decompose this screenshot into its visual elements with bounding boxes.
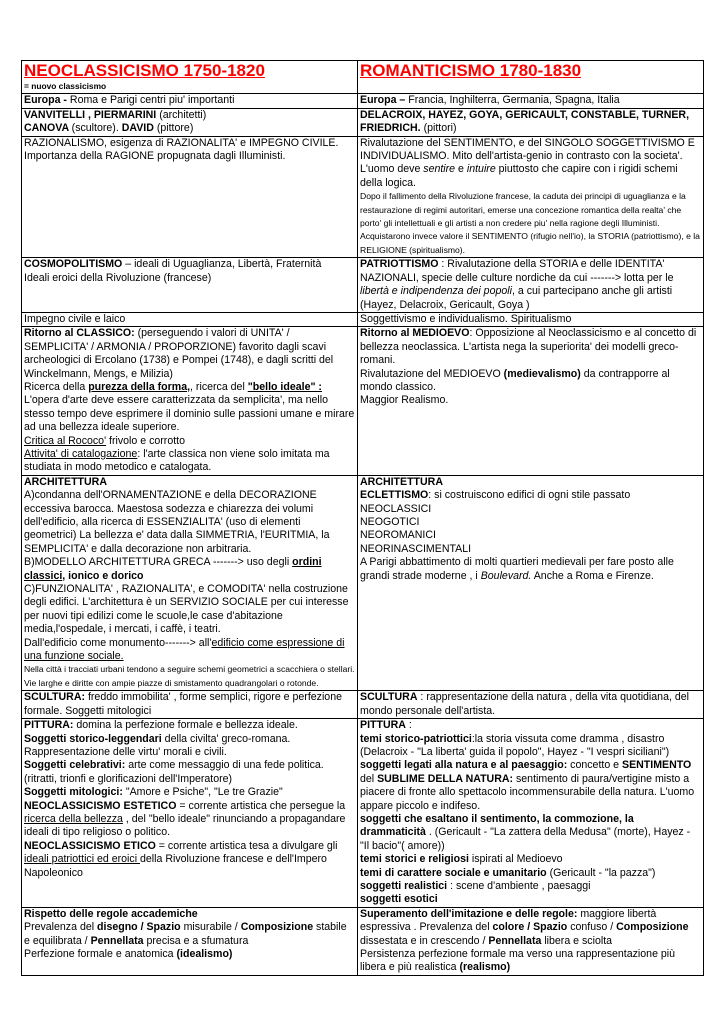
text-run: : bbox=[405, 719, 412, 732]
paragraph bbox=[360, 719, 701, 732]
text-run: : Opposizione al Neoclassicismo e al concetto di bellezza neoclassica. L'artista nega la superiorita' dei modelli greco-romani. bbox=[360, 327, 697, 367]
text-run: Persistenza perfezione formale ma verso una rappresentazione più libera e più realistica bbox=[360, 948, 676, 974]
paragraph bbox=[360, 489, 701, 502]
text-run: , ionico e dorico bbox=[62, 569, 144, 582]
text-run: Soggetti storico-leggendari bbox=[24, 732, 162, 745]
text-run: PITTURA: bbox=[24, 719, 74, 732]
text-run: (Gericault - "la pazza") bbox=[546, 866, 656, 879]
neoclassicismo-cell bbox=[22, 327, 358, 475]
text-run: temi di carattere sociale e umanitario bbox=[360, 866, 547, 879]
romanticismo-cell bbox=[358, 258, 704, 313]
paragraph bbox=[360, 190, 701, 257]
text-run: Europa - bbox=[24, 94, 70, 107]
romanticismo-cell bbox=[358, 907, 704, 975]
paragraph bbox=[24, 663, 355, 690]
text-run: NEOCLASSICISMO ESTETICO bbox=[24, 799, 177, 812]
text-run: Perfezione formale e anatomica bbox=[24, 948, 177, 960]
text-run: DELACROIX, HAYEZ, GOYA, GERICAULT, CONSTABLE, TURNER, FRIEDRICH. bbox=[360, 108, 690, 135]
text-run: intuire bbox=[466, 163, 496, 176]
comparison-table bbox=[21, 60, 704, 976]
text-run: Soggetti celebrativi: bbox=[24, 759, 126, 772]
table-row bbox=[22, 258, 704, 313]
table-row bbox=[22, 136, 704, 258]
text-run: (realismo) bbox=[459, 961, 511, 974]
paragraph bbox=[360, 503, 701, 516]
text-run: A Parigi abbattimento di molti quartieri medievali per fare posto alle grandi strade moderne , i bbox=[360, 556, 674, 582]
table-row bbox=[22, 719, 704, 908]
text-run: della Rivoluzione francese e dell'Impero Napoleonico bbox=[24, 853, 327, 879]
paragraph bbox=[360, 137, 701, 191]
text-run: disegno / Spazio bbox=[97, 921, 181, 934]
text-run: frivolo e corrotto bbox=[106, 434, 185, 447]
paragraph bbox=[360, 327, 701, 367]
text-run: Ideali eroici della Rivoluzione (francese) bbox=[24, 271, 212, 284]
text-run: C)FUNZIONALITA' , RAZIONALITA', e COMODITA' nella costruzione degli edifici. L'architettura è un SERVIZIO SOCIALE per cui interesse per nuovi tipi edilizi come le scuole,le case d'abitazione media,l'ospedale, i mercati, i caffè, i teatri. bbox=[24, 583, 349, 636]
paragraph bbox=[24, 786, 355, 799]
paragraph bbox=[360, 813, 701, 853]
romanticismo-cell bbox=[358, 475, 704, 691]
table-row bbox=[22, 691, 704, 719]
text-run: , a cui partecipano anche gli artisti (Hayez, Delacroix, Gericault, Goya ) bbox=[360, 285, 673, 311]
text-run: (medievalismo) bbox=[503, 367, 581, 380]
paragraph bbox=[360, 313, 701, 326]
text-run: L'opera d'arte deve essere caratterizzata da semplicita', ma nello stesso tempo deve esprimere il dominio sulle passioni umane e mirare ad una bellezza ideale superiore. bbox=[24, 394, 355, 434]
neoclassicismo-header-cell bbox=[22, 61, 358, 94]
text-run: :la storia vissuta come dramma , disastro (Delacroix - "La liberta' guida il popolo", Hayez - "I vespri siciliani") bbox=[360, 732, 670, 758]
paragraph bbox=[24, 489, 355, 556]
paragraph bbox=[360, 258, 701, 312]
text-run: precisa e a sfumatura bbox=[143, 934, 249, 947]
text-run: soggetti realistici bbox=[360, 879, 448, 892]
text-run: CANOVA bbox=[24, 122, 72, 135]
table-row bbox=[22, 94, 704, 108]
text-run: (pittore) bbox=[156, 122, 194, 135]
paragraph bbox=[24, 435, 355, 448]
text-run: "bello ideale" : bbox=[247, 380, 322, 393]
text-run: Critica al Rococo' bbox=[24, 434, 107, 447]
text-run: ispirati al Medioevo bbox=[468, 853, 563, 866]
text-run: : si costruiscono edifici di ogni stile passato bbox=[428, 489, 631, 502]
text-run: SUBLIME DELLA NATURA: bbox=[377, 772, 514, 785]
paragraph bbox=[360, 880, 701, 893]
text-run: misurabile / bbox=[180, 921, 241, 934]
neoclassicismo-cell bbox=[22, 907, 358, 975]
text-run: PITTURA bbox=[360, 719, 406, 732]
romanticismo-title: ROMANTICISMO 1780-1830 bbox=[360, 61, 582, 80]
paragraph bbox=[24, 908, 355, 921]
text-run: arte come messaggio di una fede politica. (ritratti, trionfi e glorificazioni dell'Imperatore) bbox=[24, 759, 324, 785]
text-run: (pittori) bbox=[423, 122, 457, 135]
paragraph bbox=[24, 921, 355, 948]
neoclassicismo-cell bbox=[22, 475, 358, 691]
text-run: VANVITELLI , PIERMARINI bbox=[24, 108, 160, 121]
text-run: : l'arte classica non viene solo imitata ma studiata in modo metodico e catalogata. bbox=[24, 447, 330, 474]
text-run: Superamento dell'imitazione e delle regole: bbox=[360, 907, 578, 920]
table-row bbox=[22, 475, 704, 691]
paragraph bbox=[360, 853, 701, 866]
text-run: Europa – bbox=[360, 94, 409, 107]
text-run: Nella città i tracciati urbani tendono a seguire schemi geometrici a scacchiera o stellari. Vie larghe e diritte con ampie piazze di smistamento quadrangolari o rotonde. bbox=[24, 664, 355, 688]
paragraph bbox=[24, 137, 355, 164]
romanticismo-cell bbox=[358, 136, 704, 258]
paragraph bbox=[24, 948, 355, 961]
paragraph bbox=[360, 759, 701, 813]
paragraph bbox=[360, 516, 701, 529]
text-run: Dopo il fallimento della Rivoluzione francese, la caduta dei principi di uguaglianza e la restaurazione di regimi autoritari, emerse una concezione romantica della realta' che porto' gli intellettuali e gli artisti a non credere piu' nella ragione degli Illuministi. Acquistarono invece valore il SENTIMENTO (rifugio nell'io), la STORIA (patriottismo), e la RELIGIONE (spiritualismo). bbox=[360, 191, 700, 255]
text-run: SENTIMENTO bbox=[622, 759, 692, 772]
paragraph bbox=[360, 691, 701, 718]
text-run: maggiore libertà espressiva . Prevalenza del bbox=[360, 907, 657, 934]
neoclassicismo-cell bbox=[22, 258, 358, 313]
text-run: ordini classici bbox=[24, 556, 322, 582]
paragraph bbox=[24, 637, 355, 664]
text-run: della civilta' greco-romana. Rappresentazione delle virtu' morali e civili. bbox=[24, 732, 291, 758]
text-run: RAZIONALISMO, esigenza di RAZIONALITA' e IMPEGNO CIVILE. Importanza della RAGIONE propugnata dagli Illuministi. bbox=[24, 136, 339, 163]
romanticismo-cell bbox=[358, 691, 704, 719]
text-run: Impegno civile e laico bbox=[24, 312, 126, 325]
header-row bbox=[22, 61, 704, 94]
paragraph bbox=[24, 719, 355, 732]
text-run: Ricerca della bbox=[24, 380, 89, 393]
paragraph bbox=[24, 759, 355, 786]
text-run: domina la perfezione formale e bellezza ideale. bbox=[73, 719, 298, 732]
text-run: ARCHITETTURA bbox=[24, 475, 107, 488]
text-run: ARCHITETTURA bbox=[360, 475, 443, 488]
text-run: Attivita' di catalogazione bbox=[24, 447, 138, 460]
text-run: SCULTURA: bbox=[24, 691, 86, 704]
neoclassicismo-cell bbox=[22, 719, 358, 908]
paragraph bbox=[24, 258, 355, 271]
neoclassicismo-cell bbox=[22, 691, 358, 719]
text-run: Composizione bbox=[240, 921, 314, 934]
text-run: Pennellata bbox=[90, 934, 144, 947]
text-run: ideali patriottici ed eroici bbox=[24, 853, 140, 866]
text-run: Francia, Inghilterra, Germania, Spagna, Italia bbox=[408, 94, 620, 107]
text-run: purezza della forma, bbox=[88, 380, 191, 393]
paragraph bbox=[360, 543, 701, 556]
romanticismo-cell bbox=[358, 94, 704, 108]
paragraph bbox=[24, 394, 355, 434]
text-run: (scultore). bbox=[71, 122, 122, 135]
paragraph bbox=[24, 313, 355, 326]
table-row bbox=[22, 312, 704, 326]
paragraph bbox=[360, 368, 701, 395]
text-run: : Rivalutazione della STORIA e delle IDENTITA' NAZIONALI, specie delle culture nordiche da cui -------> lotta per le bbox=[360, 258, 674, 284]
table-row bbox=[22, 327, 704, 475]
text-run: NEOROMANICI bbox=[360, 529, 436, 542]
romanticismo-cell bbox=[358, 719, 704, 908]
text-run: soggetti esotici bbox=[360, 893, 438, 906]
paragraph bbox=[24, 556, 355, 583]
text-run: concetto e bbox=[567, 759, 623, 772]
table-row bbox=[22, 907, 704, 975]
text-run: soggetti che esaltano il sentimento, la commozione, la drammaticità bbox=[360, 812, 634, 839]
text-run: Maggior Realismo. bbox=[360, 394, 449, 407]
text-run: edificio come espressione di una funzione sociale. bbox=[24, 636, 345, 663]
text-run: PATRIOTTISMO bbox=[360, 258, 439, 271]
paragraph bbox=[360, 394, 701, 407]
text-run: : scene d'ambiente , paesaggi bbox=[447, 879, 591, 892]
paragraph bbox=[24, 476, 355, 489]
romanticismo-cell bbox=[358, 312, 704, 326]
neoclassicismo-cell bbox=[22, 94, 358, 108]
paragraph bbox=[24, 109, 355, 122]
romanticismo-cell bbox=[358, 108, 704, 136]
text-run: Pennellata bbox=[488, 934, 542, 947]
paragraph bbox=[360, 556, 701, 583]
paragraph bbox=[24, 327, 355, 381]
text-run: Rispetto delle regole accademiche bbox=[24, 907, 198, 920]
text-run: (architetti) bbox=[159, 108, 207, 121]
text-run: temi storico-patriottici bbox=[360, 732, 472, 745]
neoclassicismo-subtitle: = nuovo classicismo bbox=[24, 81, 107, 91]
text-run: e bbox=[455, 163, 467, 176]
paragraph bbox=[24, 583, 355, 637]
text-run: Ritorno al CLASSICO: bbox=[24, 327, 138, 340]
table-row bbox=[22, 108, 704, 136]
paragraph bbox=[360, 109, 701, 136]
text-run: Roma e Parigi centri piu' importanti bbox=[69, 94, 235, 107]
text-run: . (Gericault - "La zattera della Medusa" (morte), Hayez - "Il bacio"( amore)) bbox=[360, 826, 691, 852]
text-run: Anche a Roma e Firenze. bbox=[531, 569, 654, 582]
text-run: Rivalutazione del SENTIMENTO, e del SINGOLO SOGGETTIVISMO E INDIVIDUALISMO. Mito dell'artista-genio in contrasto con la societa'. L'uomo deve bbox=[360, 136, 695, 176]
text-run: DAVID bbox=[121, 122, 157, 135]
paragraph bbox=[360, 893, 701, 906]
text-run: Boulevard. bbox=[480, 569, 532, 582]
text-run: sentimento di paura/vertigine misto a piacere di fronte allo spettacolo incommensurabile della natura. L'uomo appare piccolo e indifeso. bbox=[360, 772, 695, 812]
paragraph bbox=[24, 122, 355, 135]
text-run: = corrente artistica che persegue la bbox=[176, 799, 346, 812]
neoclassicismo-cell bbox=[22, 136, 358, 258]
text-run: colore / Spazio bbox=[492, 921, 568, 934]
text-run: libertà e indipendenza dei popoli bbox=[360, 285, 512, 298]
text-run: Soggettivismo e individualismo. Spiritualismo bbox=[360, 312, 572, 325]
text-run: NEOGOTICI bbox=[360, 516, 420, 528]
text-run: NEORINASCIMENTALI bbox=[360, 542, 472, 555]
paragraph bbox=[24, 800, 355, 840]
paragraph bbox=[24, 840, 355, 880]
neoclassicismo-cell bbox=[22, 108, 358, 136]
text-run: libera e sciolta bbox=[541, 934, 613, 947]
paragraph bbox=[360, 948, 701, 975]
romanticismo-header-cell bbox=[358, 61, 704, 94]
text-run: (idealismo) bbox=[176, 948, 233, 960]
text-run: del bbox=[360, 772, 378, 785]
neoclassicismo-title: NEOCLASSICISMO 1750-1820 bbox=[24, 61, 265, 80]
paragraph bbox=[360, 908, 701, 948]
text-run: Soggetti mitologici: bbox=[24, 786, 126, 799]
neoclassicismo-cell bbox=[22, 312, 358, 326]
romanticismo-cell bbox=[358, 327, 704, 475]
text-run: freddo immobilita' , forme semplici, rigore e perfezione formale. Soggetti mitologici bbox=[24, 691, 342, 717]
text-run: SCULTURA bbox=[360, 691, 418, 704]
text-run: B)MODELLO ARCHITETTURA GRECA -------> uso degli bbox=[24, 556, 293, 569]
paragraph bbox=[24, 94, 355, 107]
text-run: dissestata e in crescendo / bbox=[360, 934, 489, 947]
text-run: Prevalenza del bbox=[24, 921, 98, 934]
text-run: – ideali di Uguaglianza, Libertà, Fraternità bbox=[122, 258, 322, 271]
text-run: stabile e equilibrata / bbox=[24, 921, 347, 947]
paragraph bbox=[24, 272, 355, 285]
paragraph bbox=[360, 529, 701, 542]
paragraph bbox=[360, 476, 701, 489]
paragraph bbox=[360, 867, 701, 880]
text-run: Rivalutazione del MEDIOEVO bbox=[360, 367, 504, 380]
text-run: Ritorno al MEDIOEVO bbox=[360, 327, 470, 340]
text-run: soggetti legati alla natura e al paesaggio: bbox=[360, 759, 568, 772]
paragraph bbox=[24, 691, 355, 718]
paragraph bbox=[24, 448, 355, 475]
text-run: NEOCLASSICI bbox=[360, 502, 432, 515]
text-run: confuso / bbox=[567, 921, 617, 934]
text-run: ECLETTISMO bbox=[360, 489, 429, 502]
text-run: ricerca della bellezza bbox=[24, 812, 123, 825]
text-run: da contrapporre al mondo classico. bbox=[360, 367, 670, 393]
text-run: temi storici e religiosi bbox=[360, 853, 469, 866]
text-run: Dall'edificio come monumento-------> all' bbox=[24, 636, 212, 649]
text-run: Composizione bbox=[616, 921, 689, 934]
text-run: NEOCLASSICISMO ETICO bbox=[24, 839, 156, 852]
text-run: "Amore e Psiche", "Le tre Grazie" bbox=[125, 786, 283, 799]
text-run: , ricerca del bbox=[190, 380, 248, 393]
text-run: COSMOPOLITISMO bbox=[24, 258, 123, 271]
text-run: (perseguendo i valori di UNITA' / SEMPLICITA' / ARMONIA / PROPORZIONE) favorito dagli scavi archeologici di Ercolano (1738) e Pompei (1748), e dagli scritti del Winckelmann, Mengs, e Milizia) bbox=[24, 327, 334, 380]
text-run: : rappresentazione della natura , della vita quotidiana, del mondo personale dell'artista. bbox=[360, 691, 689, 717]
text-run: A)condanna dell'ORNAMENTAZIONE e della DECORAZIONE eccessiva barocca. Maestosa sodezza e chiarezza dei volumi dell'edificio, alla ricerca di ESSENZIALITA' (uso di elementi geometrici) La bellezza e' data dalla SIMMETRIA, l'EURITMIA, la SEMPLICITA' e dalla decorazione non arbitraria. bbox=[24, 489, 330, 555]
text-run: sentire bbox=[423, 163, 456, 176]
paragraph bbox=[360, 94, 701, 107]
text-run: , del "bello ideale" rinunciando a propagandare ideali di tipo religioso o politico. bbox=[24, 812, 346, 839]
paragraph bbox=[24, 381, 355, 394]
paragraph bbox=[24, 733, 355, 760]
paragraph bbox=[360, 733, 701, 760]
text-run: piuttosto che capire con i rigidi schemi della logica. bbox=[360, 163, 678, 189]
text-run: = corrente artistica tesa a divulgare gli bbox=[155, 839, 338, 852]
